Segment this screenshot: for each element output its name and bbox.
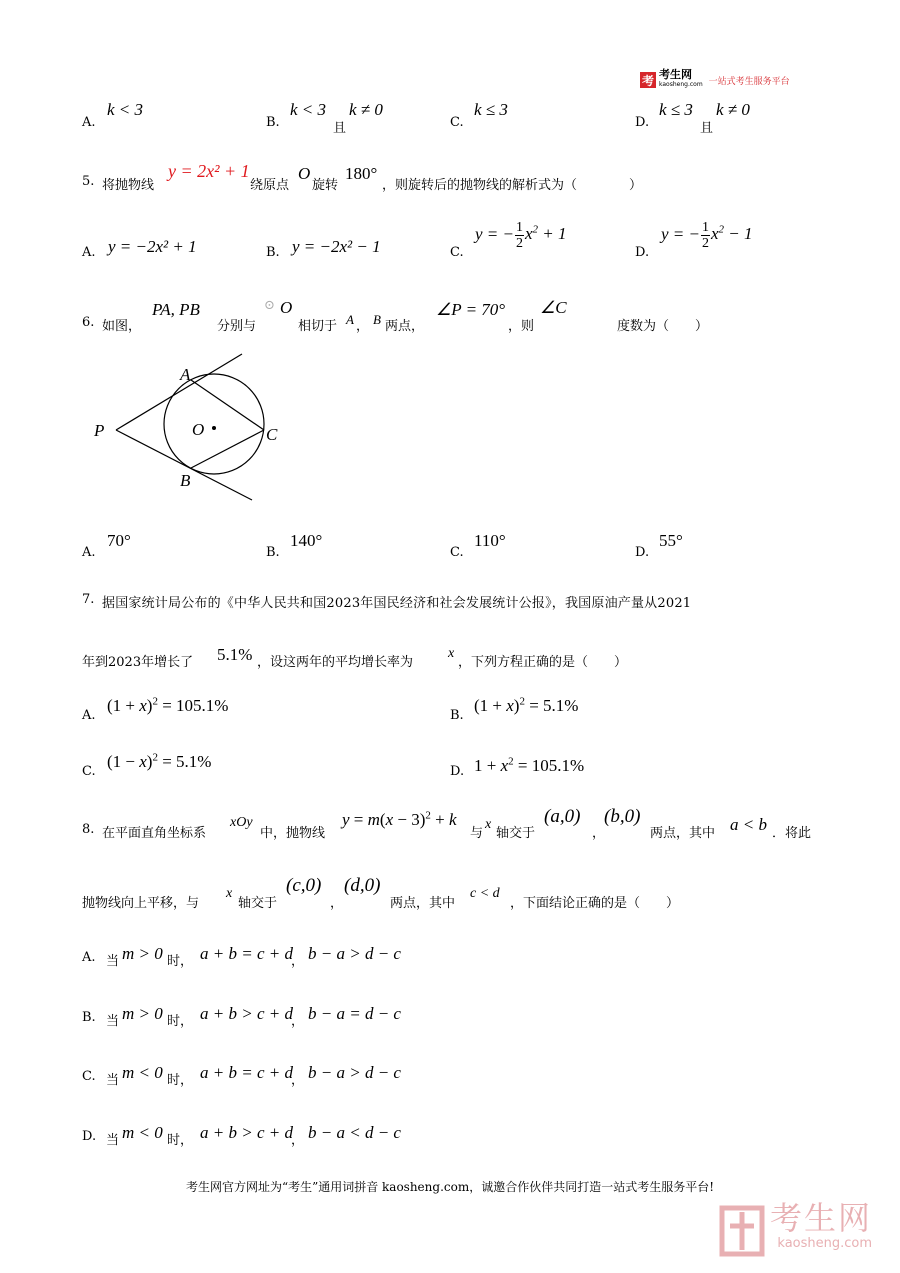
q8-sep-2: ， — [330, 896, 344, 911]
q7-option-a: $(1 + x)^2 = 105.1\%$ — [107, 695, 229, 715]
q6-asked-angle: ∠C — [540, 298, 567, 317]
q8-point-b: (b,0) — [604, 806, 641, 827]
q6-point-a: A — [346, 312, 354, 327]
watermark-name: 考生网 — [770, 1199, 873, 1237]
fig-label-p: P — [94, 421, 105, 440]
q8-text-4: 轴交于 — [496, 826, 536, 841]
q8-option-c-cond: m < 0 — [122, 1063, 163, 1082]
q8-option-c-when: 当 — [106, 1073, 120, 1088]
q6-given-angle: ∠P = 70° — [436, 300, 506, 319]
q8-option-d-sep: ， — [291, 1133, 305, 1148]
circle-symbol: ⊙ — [264, 298, 275, 313]
fig-label-c: C — [266, 425, 278, 444]
q4-option-a: k < 3 — [107, 100, 144, 119]
fig-label-o: O — [192, 420, 205, 439]
q8-c-lt-d: c < d — [470, 886, 500, 901]
q6-text-1: 如图， — [102, 319, 142, 334]
q8-option-a-expr-2: b − a > d − c — [308, 944, 401, 963]
q8-option-b-sep: ， — [291, 1014, 305, 1029]
q8-parabola: $y = m(x - 3)^2 + k$ — [342, 809, 457, 829]
q8-x-axis-2: x — [226, 886, 233, 901]
header-logo — [640, 70, 790, 90]
q8-option-a-expr-1: a + b = c + d — [200, 944, 293, 963]
watermark-domain: kaosheng.com — [777, 1236, 873, 1251]
brand-mark: 考 — [641, 73, 654, 88]
q7-rate: 5.1% — [217, 645, 253, 664]
fig-label-b: B — [180, 471, 191, 490]
circle-o — [164, 374, 264, 474]
center-dot — [212, 426, 216, 430]
q8-option-c-expr-1: a + b = c + d — [200, 1063, 293, 1082]
q6-number: 6. — [82, 315, 95, 330]
q7-line-1: 据国家统计局公布的《中华人民共和国2023年国民经济和社会发展统计公报》，我国原油产量从2021 — [102, 596, 692, 611]
brand-name: 考生网 — [659, 68, 692, 81]
q6-option-a: 70° — [107, 531, 131, 550]
q7-var-x: x — [448, 646, 455, 661]
q8-option-a-cond: m > 0 — [122, 944, 163, 963]
q6-circle-o: O — [280, 298, 293, 317]
q8-option-b-when: 当 — [106, 1014, 120, 1029]
q4-option-b-part1: k < 3 — [290, 100, 327, 119]
q8-a-lt-b: a < b — [730, 815, 767, 834]
q8-option-d-when: 当 — [106, 1133, 120, 1148]
q8-text-6: ．将此 — [772, 826, 812, 841]
brand-domain: kaosheng.com — [659, 81, 703, 88]
q4-option-d-label: D. — [635, 115, 650, 130]
q8-text-2: 中，抛物线 — [260, 826, 326, 841]
q5-text-2: 绕原点 — [250, 178, 290, 193]
q8-option-c-sep: ， — [291, 1073, 305, 1088]
q8-text-3: 与 — [470, 826, 484, 841]
q4-option-b-join: 且 — [333, 121, 347, 136]
q4-option-c-label: C. — [450, 115, 464, 130]
q7-option-b: $(1 + x)^2 = 5.1\%$ — [474, 695, 579, 715]
q8-line2-text-1: 抛物线向上平移，与 — [82, 896, 200, 911]
q6-option-d-label: D. — [635, 545, 650, 560]
q8-point-c: (c,0) — [286, 875, 322, 896]
q7-option-b-label: B. — [450, 708, 464, 723]
q5-option-b-label: B. — [266, 245, 280, 260]
q5-option-a-label: A. — [82, 245, 96, 260]
q5-text-4: ，则旋转后的抛物线的解析式为（ ） — [382, 178, 643, 193]
q8-option-b-shi: 时， — [167, 1014, 194, 1029]
q8-line2-text-3: 两点，其中 — [390, 896, 456, 911]
q7-number: 7. — [82, 592, 95, 607]
q8-option-c-shi: 时， — [167, 1073, 194, 1088]
q6-text-5: ，则 — [508, 319, 535, 334]
q6-text-4: 两点， — [385, 319, 425, 334]
q4-option-d-part1: k ≤ 3 — [659, 100, 693, 119]
q8-option-d-cond: m < 0 — [122, 1123, 163, 1142]
q8-option-d-expr-1: a + b > c + d — [200, 1123, 293, 1142]
q4-option-c: k ≤ 3 — [474, 100, 508, 119]
q7-option-c-label: C. — [82, 764, 96, 779]
q5-option-c-label: C. — [450, 245, 464, 260]
q8-option-a-when: 当 — [106, 954, 120, 969]
q6-option-b: 140° — [290, 531, 323, 550]
q6-comma: ， — [356, 319, 370, 334]
q6-option-c: 110° — [474, 531, 506, 550]
q8-option-b-label: B. — [82, 1010, 96, 1025]
q4-option-b-part2: k ≠ 0 — [349, 100, 383, 119]
q4-option-d-join: 且 — [700, 121, 714, 136]
brand-slogan: 一站式考生服务平台 — [708, 76, 790, 87]
q8-number: 8. — [82, 822, 95, 837]
q5-option-c: y = − $\frac{1}{2}$ $x^2 + 1$ — [475, 220, 567, 251]
q8-point-a: (a,0) — [544, 806, 581, 827]
q7-option-d-label: D. — [450, 764, 465, 779]
fig-label-a: A — [180, 365, 191, 384]
q8-option-b-expr-2: b − a = d − c — [308, 1004, 401, 1023]
q5-option-d-label: D. — [635, 245, 650, 260]
q8-option-a-shi: 时， — [167, 954, 194, 969]
watermark-logo-icon — [720, 1206, 764, 1256]
q8-option-c-label: C. — [82, 1069, 96, 1084]
q5-text-3: 旋转 — [312, 178, 339, 193]
q7-line-2a: 年到2023年增长了 — [82, 655, 194, 670]
q8-option-d-label: D. — [82, 1129, 97, 1144]
q8-text-5: 两点，其中 — [650, 826, 716, 841]
q6-tangents: PA, PB — [152, 300, 200, 319]
q8-option-b-cond: m > 0 — [122, 1004, 163, 1023]
q8-line2-text-4: ，下面结论正确的是（ ） — [510, 896, 680, 911]
q8-x-axis: x — [485, 817, 492, 832]
q5-angle: 180° — [345, 164, 378, 183]
footer-watermark — [720, 1199, 873, 1257]
q5-text-1: 将抛物线 — [102, 178, 155, 193]
q6-point-b: B — [373, 312, 381, 327]
q6-option-a-label: A. — [82, 545, 96, 560]
q7-line-2b: ，设这两年的平均增长率为 — [257, 655, 414, 670]
q8-sep-1: ， — [592, 826, 606, 841]
q5-option-d: y = − $\frac{1}{2}$ $x^2 - 1$ — [661, 220, 753, 251]
q6-option-c-label: C. — [450, 545, 464, 560]
q8-option-d-shi: 时， — [167, 1133, 194, 1148]
q6-option-b-label: B. — [266, 545, 280, 560]
q7-option-d: $1 + x^2 = 105.1\%$ — [474, 755, 585, 775]
tangent-line-pa — [116, 354, 242, 430]
q7-option-a-label: A. — [82, 708, 96, 723]
page-footer: 考生网官方网址为“考生”通用词拼音 kaosheng.com，诚邀合作伙伴共同打造一站式考生服务平台! — [185, 1180, 715, 1194]
q8-system: xOy — [230, 815, 253, 830]
q4-option-b-label: B. — [266, 115, 280, 130]
q8-option-d-expr-2: b − a < d − c — [308, 1123, 401, 1142]
q8-option-b-expr-1: a + b > c + d — [200, 1004, 293, 1023]
q8-text-1: 在平面直角坐标系 — [102, 826, 207, 841]
q8-option-a-sep: ， — [291, 954, 305, 969]
q7-option-c: $(1 - x)^2 = 5.1\%$ — [107, 751, 212, 771]
q6-text-2: 分别与 — [217, 319, 257, 334]
q7-line-2c: ，下列方程正确的是（ ） — [458, 655, 628, 670]
q5-formula: y = 2x² + 1 — [168, 161, 250, 181]
q5-option-a: y = −2x² + 1 — [108, 237, 197, 256]
q6-text-3: 相切于 — [298, 319, 338, 334]
q8-option-a-label: A. — [82, 950, 96, 965]
q6-text-6: 度数为（ ） — [617, 319, 709, 334]
q5-number: 5. — [82, 174, 95, 189]
q8-line2-text-2: 轴交于 — [238, 896, 278, 911]
q6-figure — [90, 350, 278, 510]
q4-option-d-part2: k ≠ 0 — [716, 100, 750, 119]
q8-point-d: (d,0) — [344, 875, 381, 896]
q8-option-c-expr-2: b − a > d − c — [308, 1063, 401, 1082]
q4-option-a-label: A. — [82, 115, 96, 130]
q6-option-d: 55° — [659, 531, 683, 550]
q5-point-o: O — [298, 164, 311, 183]
q5-option-b: y = −2x² − 1 — [292, 237, 381, 256]
